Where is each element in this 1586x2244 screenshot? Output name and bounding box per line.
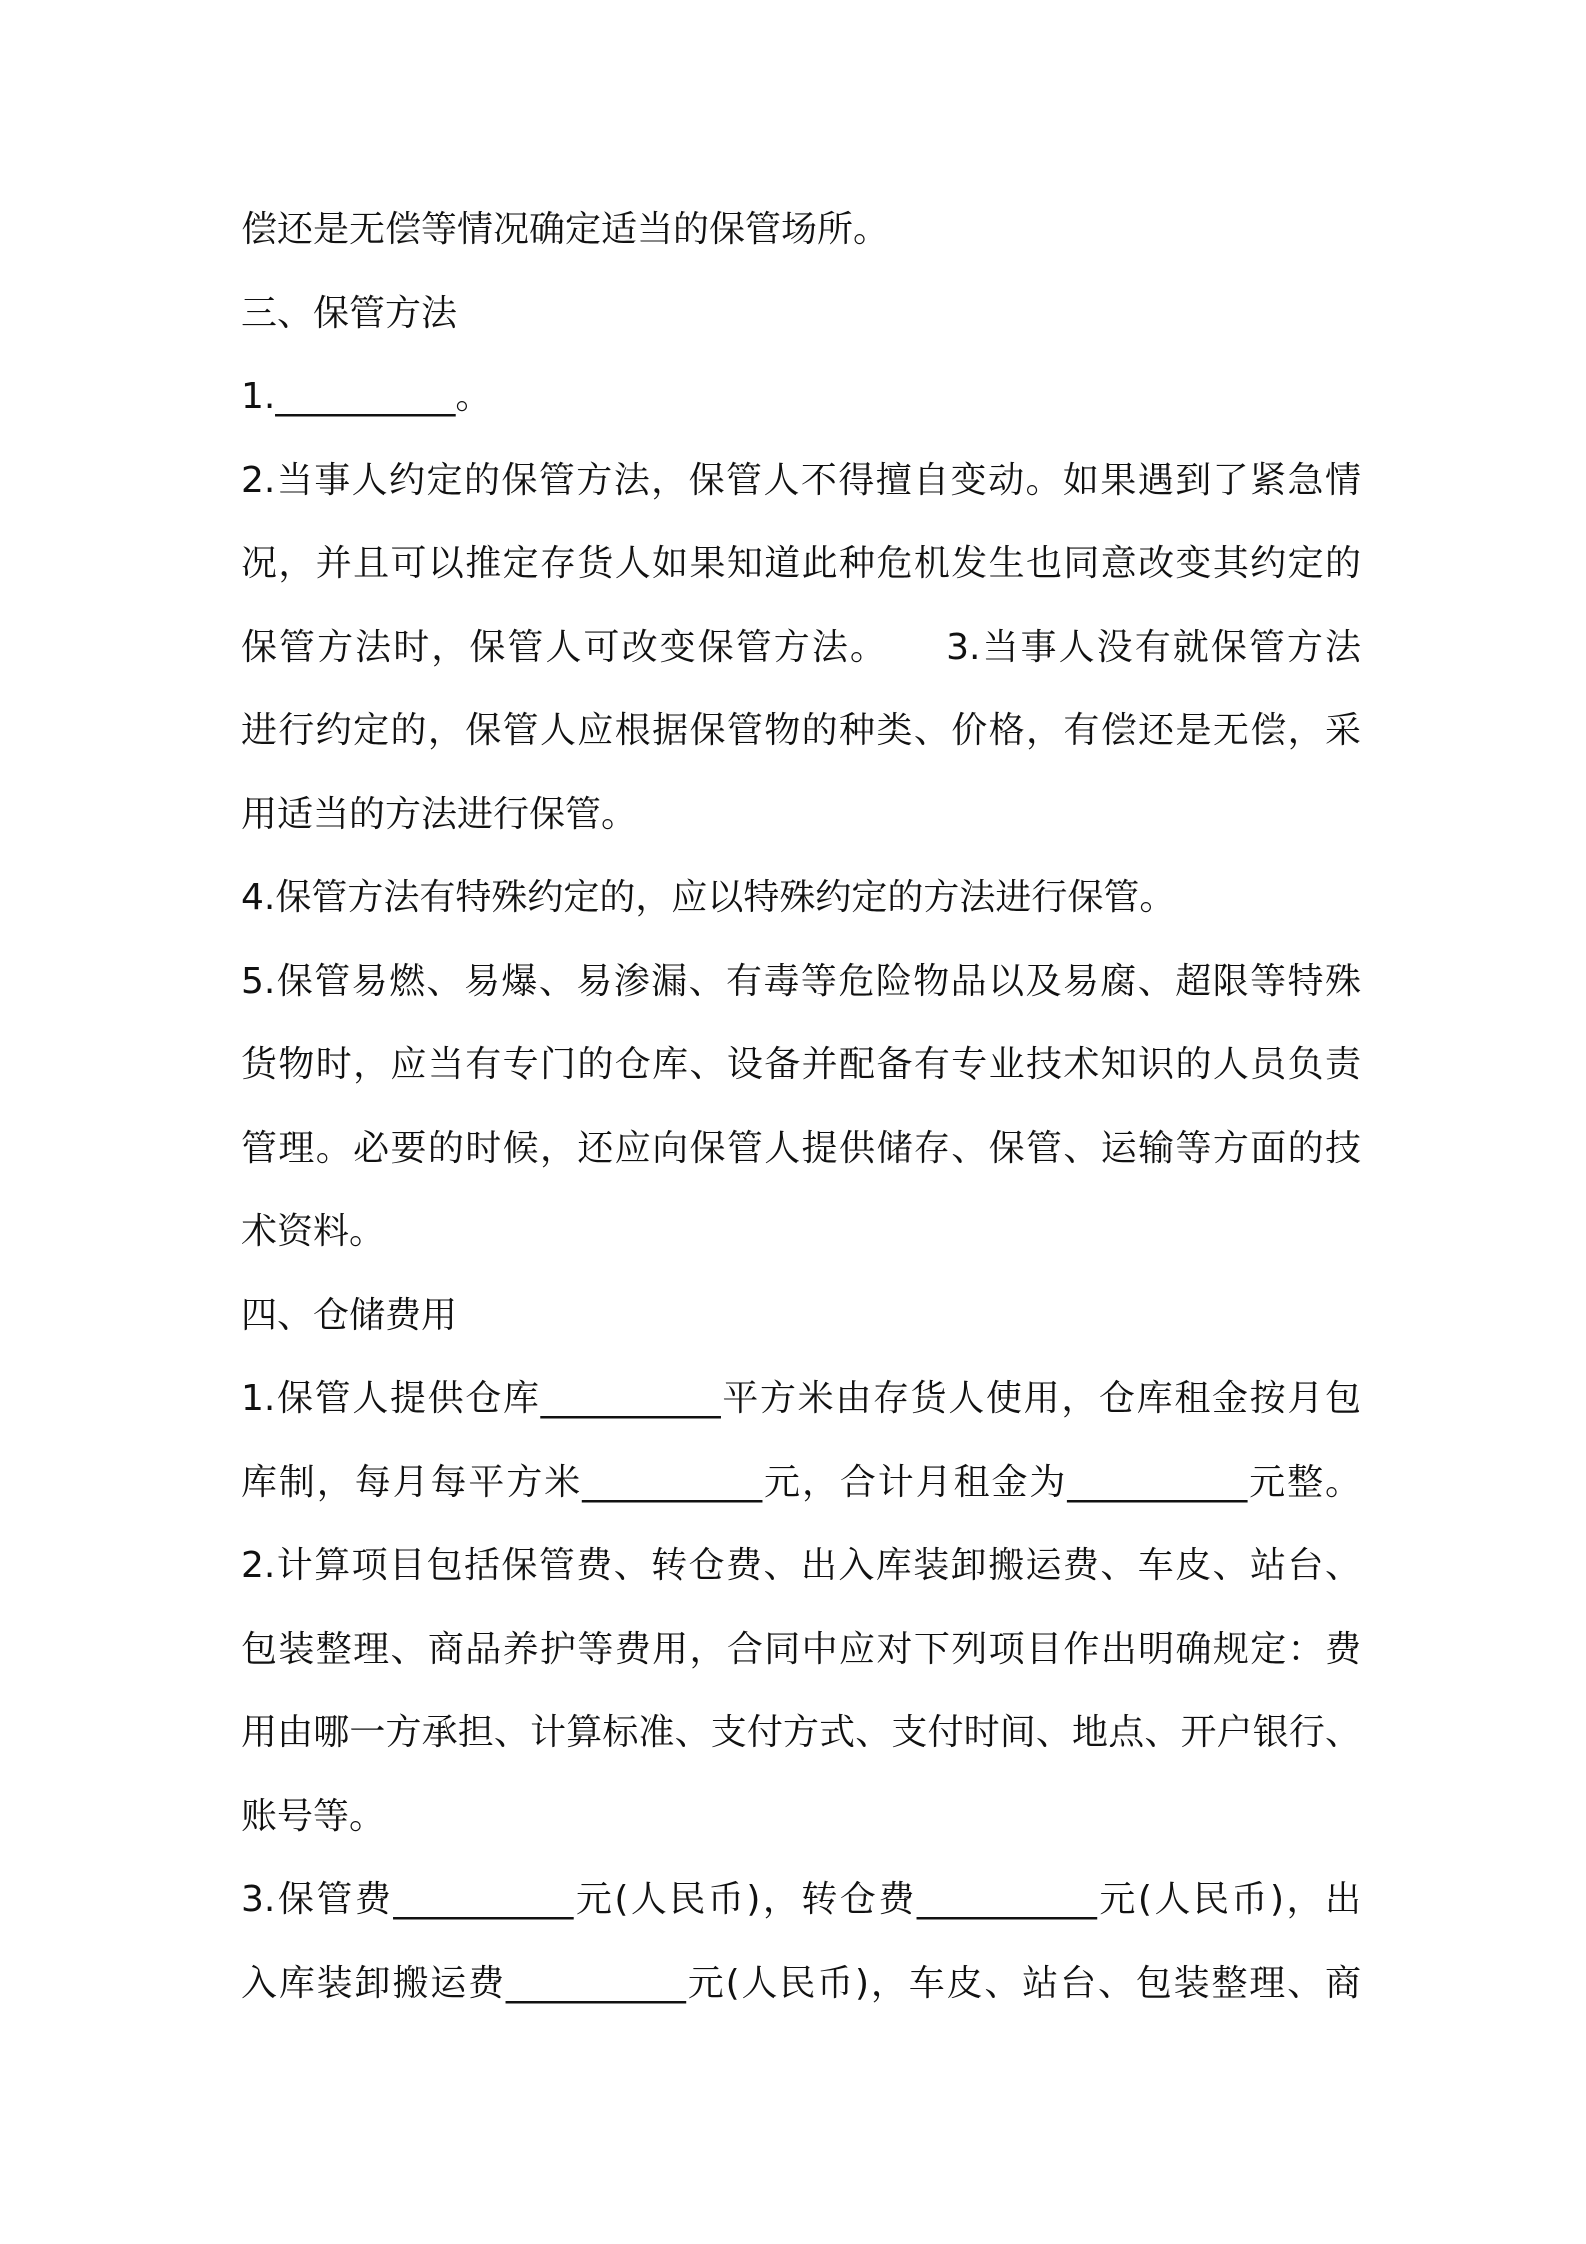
section-heading-storage-method: 三、保管方法 <box>241 292 458 334</box>
document-body <box>241 188 1361 2025</box>
text-line: 入库装卸搬运费__________元(人民币)，车皮、站台、包装整理、商 <box>241 1962 1361 2004</box>
section-heading-storage-fees: 四、仓储费用 <box>241 1294 458 1336</box>
text-line: 况，并且可以推定存货人如果知道此种危机发生也同意改变其约定的 <box>241 543 1361 584</box>
text-line: 3.保管费__________元(人民币)，转仓费__________元(人民币)，出 <box>241 1879 1361 1920</box>
text-line: 管理。必要的时候，还应向保管人提供储存、保管、运输等方面的技 <box>241 1127 1361 1169</box>
text-line: 保管方法时，保管人可改变保管方法。 3.当事人没有就保管方法 <box>241 626 1361 668</box>
text-line: 包装整理、商品养护等费用，合同中应对下列项目作出明确规定：费 <box>241 1628 1361 1670</box>
text-line: 2.计算项目包括保管费、转仓费、出入库装卸搬运费、车皮、站台、 <box>241 1545 1361 1586</box>
text-line: 2.当事人约定的保管方法，保管人不得擅自变动。如果遇到了紧急情 <box>241 459 1361 501</box>
text-line: 偿还是无偿等情况确定适当的保管场所。 <box>241 209 890 250</box>
text-line: 进行约定的，保管人应根据保管物的种类、价格，有偿还是无偿，采 <box>241 710 1361 751</box>
text-line: 库制，每月每平方米__________元，合计月租金为__________元整。 <box>241 1461 1361 1503</box>
text-line: 货物时，应当有专门的仓库、设备并配备有专业技术知识的人员负责 <box>241 1044 1361 1085</box>
text-line: 术资料。 <box>241 1211 386 1252</box>
text-line: 用适当的方法进行保管。 <box>241 793 638 835</box>
text-line: 用由哪一方承担、计算标准、支付方式、支付时间、地点、开户银行、 <box>241 1712 1361 1753</box>
text-line: 账号等。 <box>241 1795 386 1837</box>
text-line: 1.__________。 <box>241 376 492 417</box>
text-line: 4.保管方法有特殊约定的，应以特殊约定的方法进行保管。 <box>241 877 1176 918</box>
text-line: 1.保管人提供仓库__________平方米由存货人使用，仓库租金按月包 <box>241 1378 1361 1419</box>
text-line: 5.保管易燃、易爆、易渗漏、有毒等危险物品以及易腐、超限等特殊 <box>241 960 1361 1002</box>
